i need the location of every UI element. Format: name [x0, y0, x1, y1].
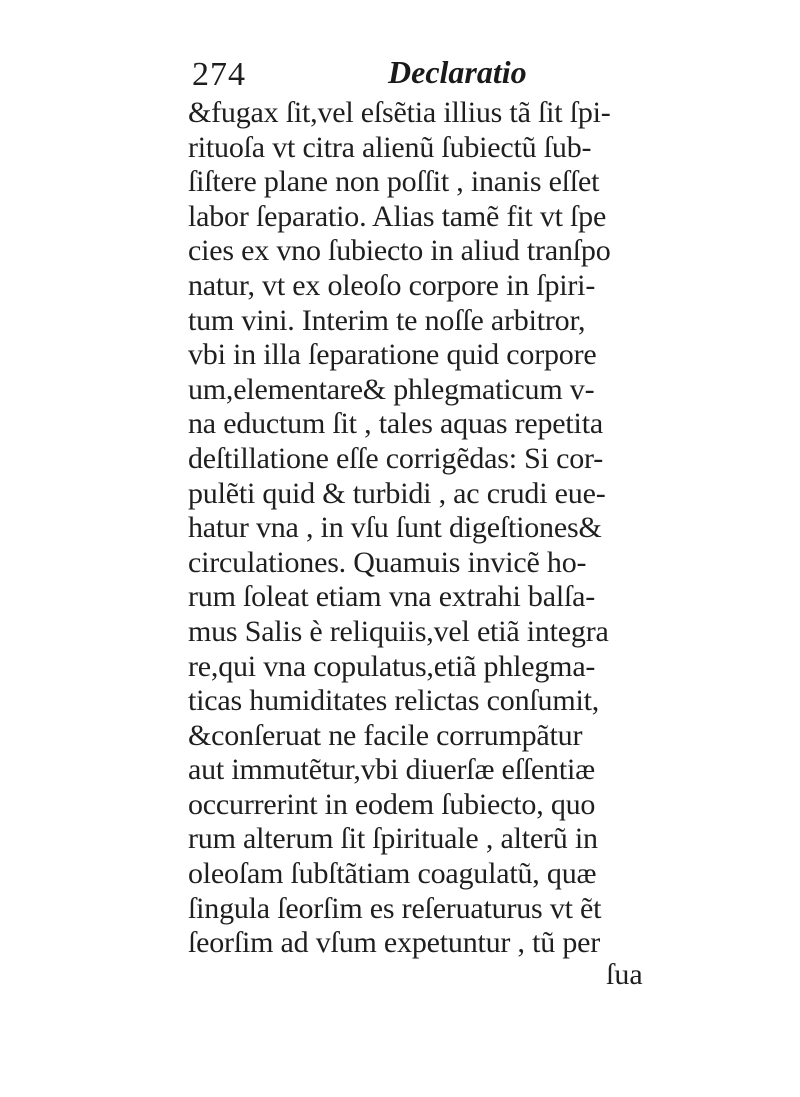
text-line: rituoſa vt citra alienũ ſubiectũ ſub-: [188, 130, 592, 164]
text-line: ſeorſim ad vſum expetuntur , tũ per: [188, 926, 601, 960]
catchword: ſua: [606, 958, 643, 991]
text-line: cies ex vno ſubiecto in aliud tranſpo: [188, 234, 611, 268]
running-head: Declaratio: [388, 54, 527, 90]
text-line: um,elementare& phlegmaticum v-: [188, 372, 595, 406]
page-number: 274: [192, 56, 246, 93]
text-line: &fugax ſit,vel eſsẽtia illius tã ſit ſpi-: [188, 96, 611, 129]
text-line: occurrerint in eodem ſubiecto, quo: [188, 787, 596, 821]
text-line: pulẽti quid & turbidi , ac crudi eue-: [188, 476, 606, 510]
text-line: labor ſeparatio. Alias tamẽ fit vt ſpe: [188, 199, 607, 233]
text-line: natur, vt ex oleoſo corpore in ſpiri-: [188, 268, 596, 302]
text-line: oleoſam ſubſtãtiam coagulatũ, quæ: [188, 857, 597, 891]
text-line: aut immutẽtur,vbi diuerſæ eſſentiæ: [188, 753, 595, 787]
text-line: tum vini. Interim te noſſe arbitror,: [188, 303, 586, 337]
text-line: ticas humiditates relictas conſumit,: [188, 684, 600, 718]
text-line: mus Salis è reliquiis,vel etiã integra: [188, 614, 609, 648]
text-line: re,qui vna copulatus,etiã phlegma-: [188, 649, 596, 683]
text-line: rum ſoleat etiam vna extrahi balſa-: [188, 580, 595, 614]
text-line: ſiſtere plane non poſſit , inanis eſſet: [188, 165, 600, 199]
page-header: [192, 52, 652, 100]
text-line: circulationes. Quamuis invicẽ ho-: [188, 545, 587, 579]
text-line: deſtillatione eſſe corrigẽdas: Si cor-: [188, 441, 603, 475]
text-line: &conſeruat ne facile corrumpãtur: [188, 718, 583, 752]
body-text: [188, 96, 658, 961]
text-line: ſingula ſeorſim es reſeruaturus vt ẽt: [188, 891, 602, 925]
text-line: rum alterum ſit ſpirituale , alterũ in: [188, 822, 598, 856]
text-line: na eductum ſit , tales aquas repetita: [188, 407, 603, 441]
text-line: hatur vna , in vſu ſunt digeſtiones&: [188, 511, 602, 545]
text-line: vbi in illa ſeparatione quid corpore: [188, 338, 597, 372]
